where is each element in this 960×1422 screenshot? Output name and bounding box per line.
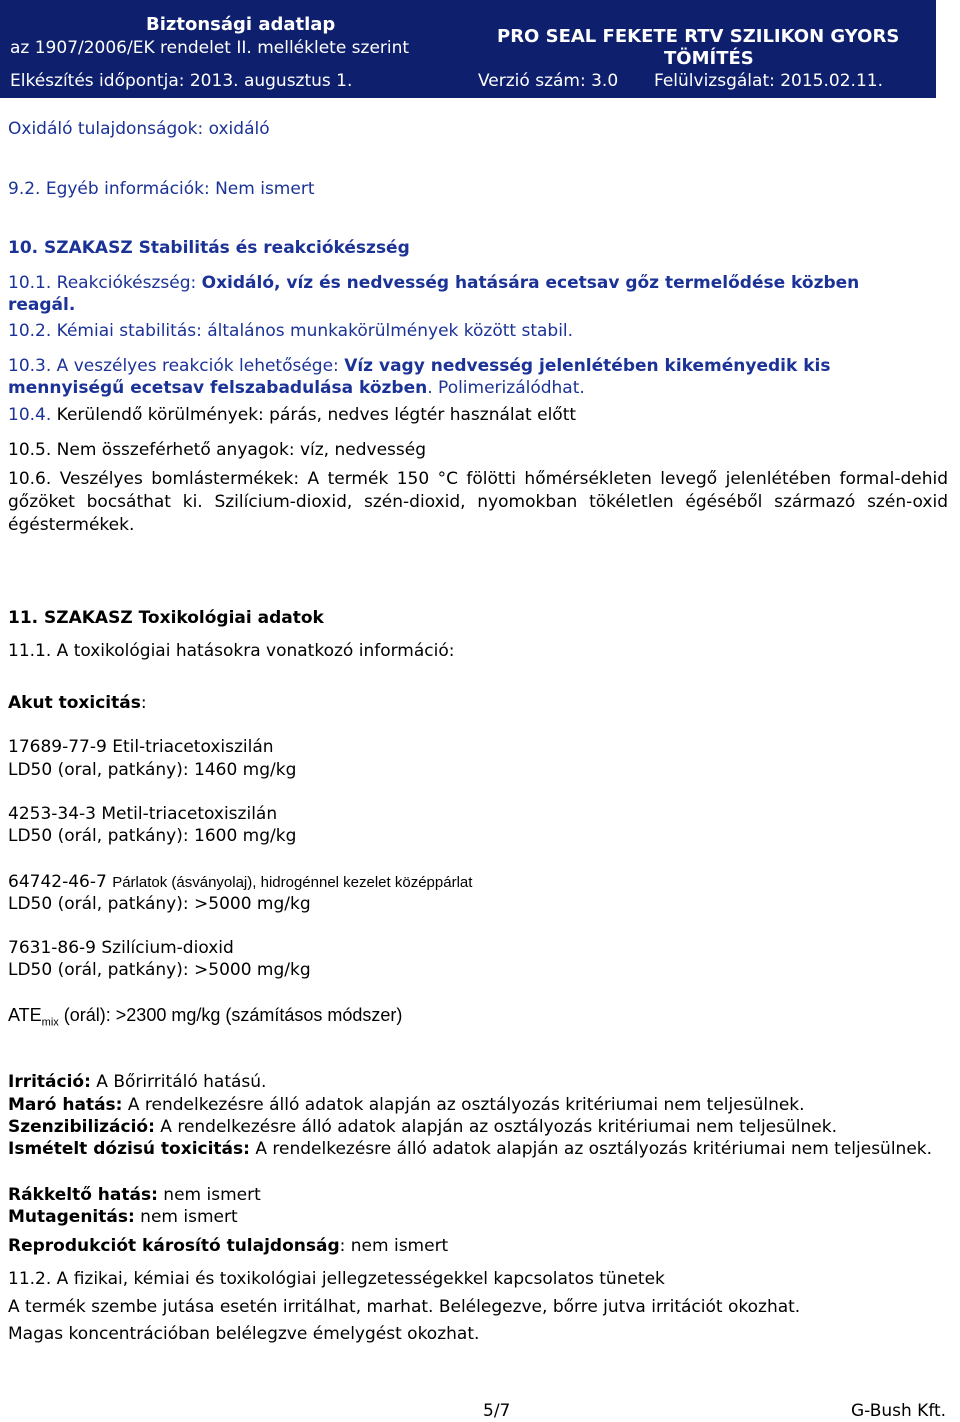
hazardous-reactions-cont [8,377,585,399]
irritation-line [8,1071,266,1093]
reproductive-line [8,1235,448,1257]
sensitization-text: A rendelkezésre álló adatok alapján az osztályozás kritériumai nem teljesülnek. [154,1117,837,1137]
substance-2-ld50: LD50 (orál, patkány): 1600 mg/kg [8,826,297,846]
product-name-line2: TÖMÍTÉS [664,48,754,69]
hazardous-reactions-line [8,355,830,377]
acute-toxicity-label: Akut toxicitás [8,693,141,713]
hazardous-reactions-label: 10.3. A veszélyes reakciók lehetősége: [8,356,345,376]
revision-date: Felülvizsgálat: 2015.02.11. [654,71,883,91]
other-information: 9.2. Egyéb információk: Nem ismert [8,179,315,199]
corrosion-text: A rendelkezésre álló adatok alapján az osztályozás kritériumai nem teljesülnek. [122,1095,805,1115]
product-name-line1: PRO SEAL FEKETE RTV SZILIKON GYORS [497,26,900,47]
mutagenicity-line [8,1206,238,1228]
carcinogenicity-text: nem ismert [157,1185,261,1205]
repeated-dose-line [8,1138,958,1160]
mutagenicity-label: Mutagenitás: [8,1207,135,1227]
company-name: G-Bush Kft. [851,1401,947,1421]
version-number: Verzió szám: 3.0 [478,71,619,91]
sensitization-line [8,1116,837,1138]
symptoms-heading: 11.2. A fizikai, kémiai és toxikológiai jellegzetességekkel kapcsolatos tünetek [8,1269,665,1289]
decomposition-number: 10.6. [8,469,60,489]
repeated-dose-text: A rendelkezésre álló adatok alapján az osztályozás kritériumai nem teljesülnek. [249,1139,933,1159]
substance-2-name: 4253-34-3 Metil-triacetoxiszilán [8,804,278,824]
reactivity-label: 10.1. Reakciókészség: [8,273,202,293]
decomposition-products [8,468,948,537]
mutagenicity-text: nem ismert [134,1207,238,1227]
reactivity-line [8,272,859,294]
decomposition-text: Veszélyes bomlástermékek: A termék 150 °C fölötti hőmérsékleten levegő jelenlétében formal-dehid gőzöket bocsáthat ki. Szilícium-dioxid, szén-dioxid, nyomokban tökéletlen égéséből származó szén-oxid égéstermékek. [8,469,948,535]
section-10-heading: 10. SZAKASZ Stabilitás és reakciókészség [8,238,410,258]
substance-1-ld50: LD50 (oral, patkány): 1460 mg/kg [8,760,297,780]
substance-3-ld50: LD50 (orál, patkány): >5000 mg/kg [8,894,311,914]
acute-toxicity-line [8,692,147,714]
ate-subscript: mix [41,1016,59,1029]
reproductive-text: : nem ismert [339,1236,449,1256]
carcinogenicity-line [8,1184,261,1206]
reactivity-value-cont: reagál. [8,295,76,315]
document-header [0,0,936,98]
sensitization-label: Szenzibilizáció: [8,1117,155,1137]
ate-mix-line [8,1004,402,1034]
toxicology-info-heading: 11.1. A toxikológiai hatásokra vonatkozó információ: [8,641,455,661]
page-number: 5/7 [483,1401,511,1421]
substance-3-name [8,871,472,894]
carcinogenicity-label: Rákkeltő hatás: [8,1185,158,1205]
section-11-heading: 11. SZAKASZ Toxikológiai adatok [8,608,324,628]
polymerization-note: . Polimerizálódhat. [427,378,585,398]
ate-label: ATE [8,1005,42,1025]
repeated-dose-label: Ismételt dózisú toxicitás: [8,1139,250,1159]
symptoms-text-1: A termék szembe jutása esetén irritálhat, marhat. Belélegezve, bőrre jutva irritációt okozhat. [8,1297,801,1317]
sds-title: Biztonsági adatlap [146,14,336,35]
conditions-number: 10.4. [8,405,57,425]
substance-3-cas: 64742-46-7 [8,872,113,892]
reproductive-label: Reprodukciót károsító tulajdonság [8,1236,340,1256]
oxidizing-properties: Oxidáló tulajdonságok: oxidáló [8,119,270,139]
chemical-stability: 10.2. Kémiai stabilitás: általános munkakörülmények között stabil. [8,321,574,341]
hazardous-reactions-value-cont: mennyiségű ecetsav felszabadulása közben [8,378,428,398]
ate-value: (orál): >2300 mg/kg (számításos módszer) [58,1005,403,1025]
symptoms-text-2: Magas koncentrációban belélegzve émelygést okozhat. [8,1324,480,1344]
conditions-to-avoid [8,404,576,426]
preparation-date: Elkészítés időpontja: 2013. augusztus 1. [10,71,353,91]
acute-toxicity-colon: : [140,693,147,713]
substance-4-name: 7631-86-9 Szilícium-dioxid [8,938,234,958]
incompatible-materials: 10.5. Nem összeférhető anyagok: víz, nedvesség [8,440,426,460]
irritation-label: Irritáció: [8,1072,91,1092]
substance-4-ld50: LD50 (orál, patkány): >5000 mg/kg [8,960,311,980]
conditions-text: Kerülendő körülmények: párás, nedves légtér használat előtt [56,405,577,425]
corrosion-line [8,1094,805,1116]
substance-3-label: Párlatok (ásványolaj), hidrogénnel kezelet középpárlat [112,874,473,891]
corrosion-label: Maró hatás: [8,1095,123,1115]
reactivity-value: Oxidáló, víz és nedvesség hatására ecetsav gőz termelődése közben [201,273,860,293]
regulation-reference: az 1907/2006/EK rendelet II. melléklete szerint [10,38,410,58]
hazardous-reactions-value: Víz vagy nedvesség jelenlétében kikeményedik kis [344,356,831,376]
substance-1-name: 17689-77-9 Etil-triacetoxiszilán [8,737,274,757]
irritation-text: A Bőrirritáló hatású. [90,1072,267,1092]
